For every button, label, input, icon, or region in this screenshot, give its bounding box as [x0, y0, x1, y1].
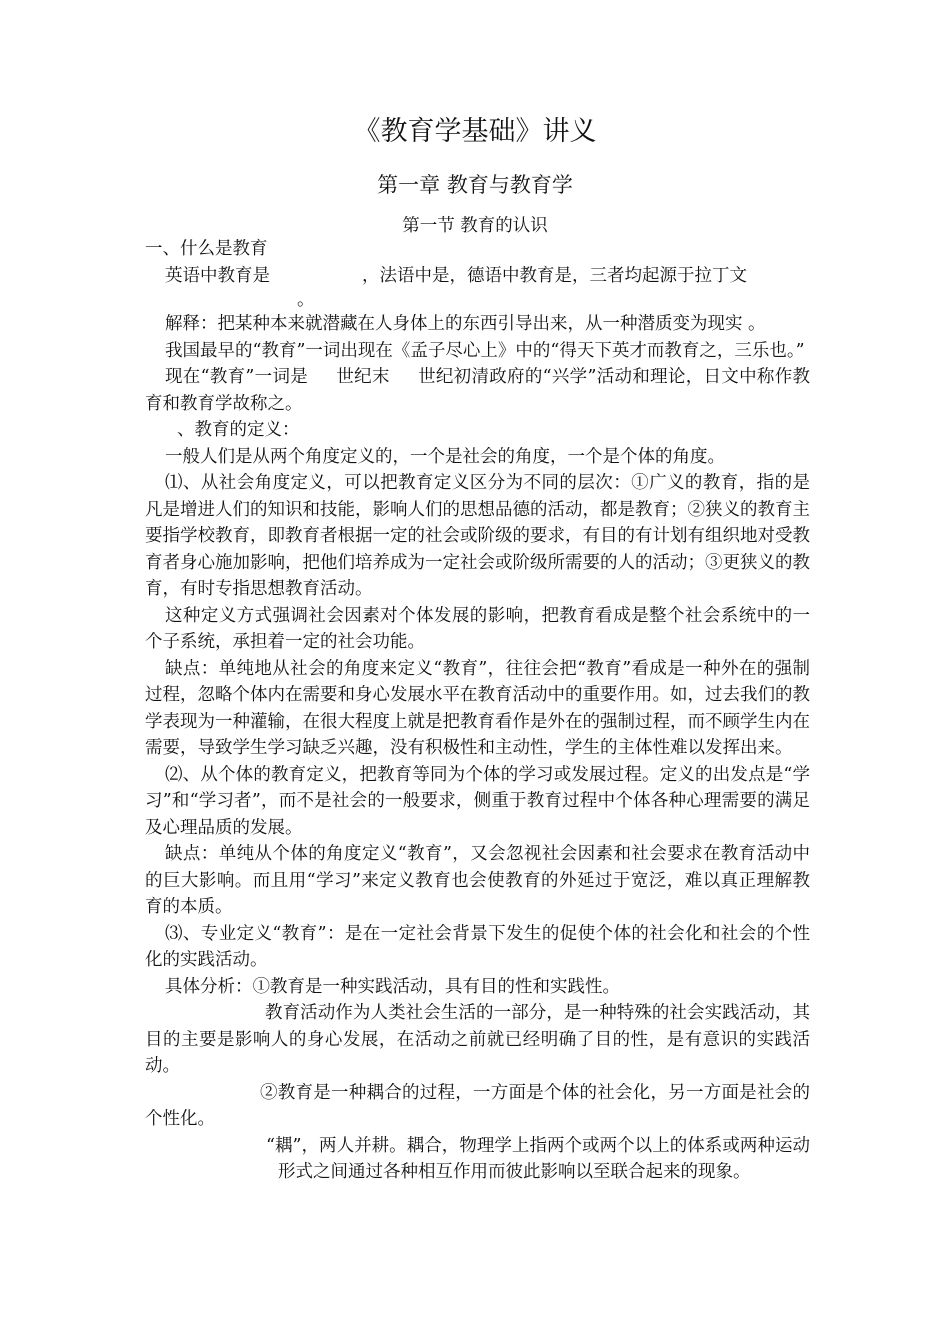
- document-body: [145, 236, 810, 1186]
- paragraph-analysis-2: ②教育是一种耦合的过程，一方面是个体的社会化，另一方面是社会的个性化。: [145, 1082, 810, 1129]
- paragraph-analysis-1: 具体分析：①教育是一种实践活动，具有目的性和实践性。: [165, 976, 620, 997]
- paragraph-modern-term-part2: 世纪末: [336, 367, 390, 387]
- paragraph-languages: [145, 263, 810, 290]
- paragraph-earliest-usage: 我国最早的“教育”一词出现在《孟子尽心上》中的“得天下英才而教育之，三乐也。”: [165, 340, 805, 361]
- paragraph-languages-part1: 英语中教育是: [165, 265, 270, 286]
- paragraph-modern-term-part1: 现在“教育”一词是: [165, 367, 309, 387]
- paragraph-coupling-note: “耦”，两人并耕。耦合，物理学上指两个或两个以上的体系或两种运动形式之间通过各种相互作用而彼此影响以至联合起来的现象。: [266, 1135, 810, 1182]
- paragraph-modern-term-part3: 世纪初清政府的“兴学”活动和理论，日文中称作教育和教育学故称之。: [145, 367, 810, 414]
- paragraph-social-emphasis: 这种定义方式强调社会因素对个体发展的影响，把教育看成是整个社会系统中的一个子系统，承担着一定的社会功能。: [145, 605, 810, 652]
- heading-definition: 、教育的定义：: [177, 420, 300, 440]
- paragraph-languages-part2: ，法语中是，德语中教育是，三者均起源于拉丁文: [362, 265, 747, 286]
- paragraph-individual-drawback: 缺点：单纯从个体的角度定义“教育”，又会忽视社会因素和社会要求在教育活动中的巨大影响。而且用“学习”来定义教育也会使教育的外延过于宽泛，难以真正理解教育的本质。: [145, 844, 810, 917]
- paragraph-social-drawback: 缺点：单纯地从社会的角度来定义“教育”，往往会把“教育”看成是一种外在的强制过程，忽略个体内在需要和身心发展水平在教育活动中的重要作用。如，过去我们的教学表现为一种灌输，在很大程度上就是把教育看作是外在的强制过程，而不顾学生内在需要，导致学生学习缺乏兴趣，没有积极性和主动性，学生的主体性难以发挥出来。: [145, 658, 810, 758]
- paragraph-social-definition: ⑴、从社会角度定义，可以把教育定义区分为不同的层次：①广义的教育，指的是凡是增进人们的知识和技能，影响人们的思想品德的活动，都是教育；②狭义的教育主要指学校教育，即教育者根据一定的社会或阶级的要求，有目的有计划有组织地对受教育者身心施加影响，把他们培养成为一定社会或阶级所需要的人的活动；③更狭义的教育，有时专指思想教育活动。: [145, 473, 810, 599]
- paragraph-two-angles: 一般人们是从两个角度定义的，一个是社会的角度，一个是个体的角度。: [165, 446, 725, 467]
- paragraph-professional-definition: ⑶、专业定义“教育”：是在一定社会背景下发生的促使个体的社会化和社会的个性化的实践活动。: [145, 923, 810, 970]
- document-title: 《教育学基础》讲义: [353, 116, 597, 147]
- paragraph-individual-definition: ⑵、从个体的教育定义，把教育等同为个体的学习或发展过程。定义的出发点是“学习”和“学习者”，而不是社会的一般要求，侧重于教育过程中个体各种心理需要的满足及心理品质的发展。: [145, 764, 810, 838]
- paragraph-analysis-1-detail: 教育活动作为人类社会生活的一部分，是一种特殊的社会实践活动，其目的主要是影响人的身心发展，在活动之前就已经明确了目的性，是有意识的实践活动。: [145, 1003, 810, 1076]
- paragraph-modern-term: [145, 364, 810, 417]
- chapter-heading: 第一章 教育与教育学: [377, 173, 573, 197]
- paragraph-explanation: 解释：把某种本来就潜藏在人身体上的东西引导出来，从一种潜质变为现实 。: [165, 314, 766, 334]
- paragraph-languages-end: 。: [297, 290, 315, 310]
- heading-what-is-education: 一、什么是教育: [145, 239, 268, 259]
- section-heading: 第一节 教育的认识: [402, 216, 548, 236]
